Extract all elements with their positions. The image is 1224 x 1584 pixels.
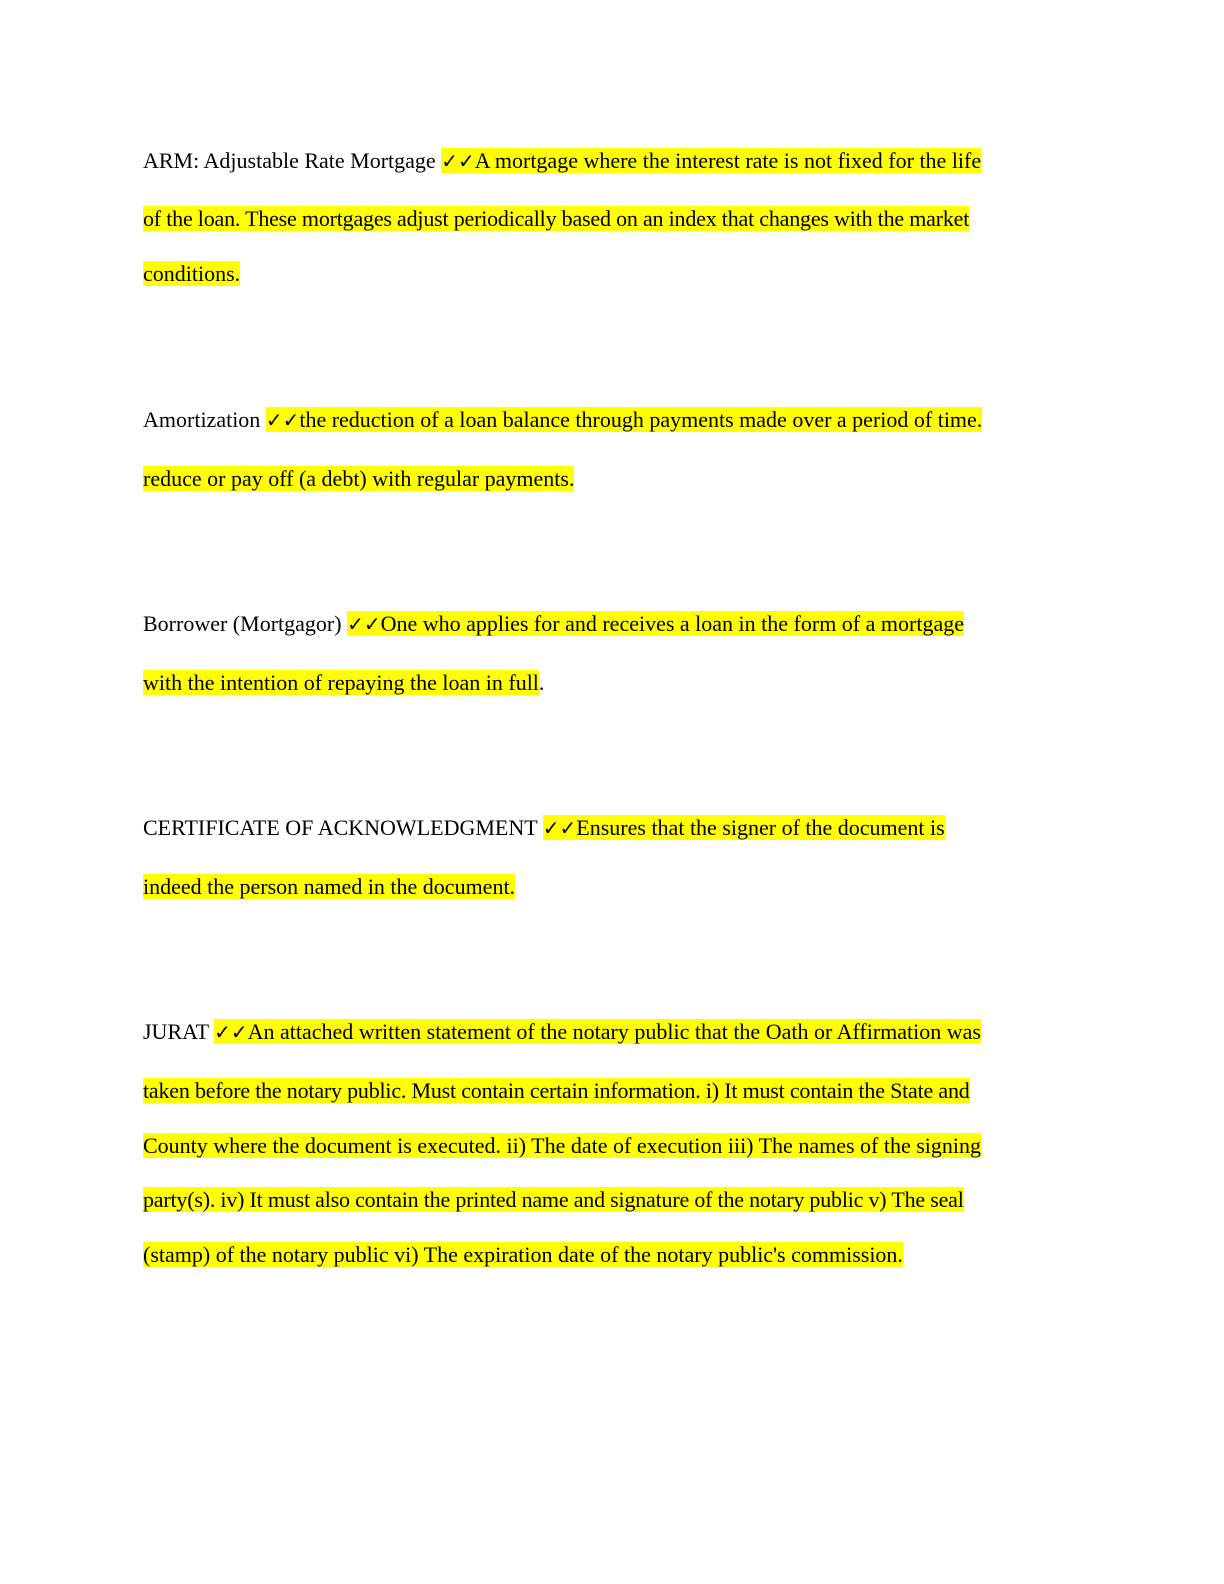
double-check-icon: ✓✓ [441, 149, 475, 173]
double-check-icon: ✓✓ [347, 612, 381, 636]
definition-text: An attached written statement of the notary public that the Oath or Affirmation was [247, 1019, 981, 1044]
definition-text: party(s). iv) It must also contain the printed name and signature of the notary public v) The seal [143, 1187, 964, 1212]
glossary-term: Borrower (Mortgagor) [143, 611, 342, 636]
definition-highlight [347, 611, 964, 636]
double-check-icon: ✓✓ [214, 1020, 248, 1044]
definition-text: conditions. [143, 261, 241, 286]
entry-line [143, 1017, 981, 1047]
entry-line [143, 204, 969, 234]
definition-text: County where the document is executed. ii) The date of execution iii) The names of the signing [143, 1133, 982, 1158]
entry-line [143, 259, 240, 289]
entry-line [143, 1185, 964, 1215]
double-check-icon: ✓✓ [265, 408, 300, 432]
entry-line [143, 872, 515, 902]
entry-line [143, 1131, 981, 1161]
definition-text: reduce or pay off (a debt) with regular payments. [143, 466, 575, 491]
definition-text: of the loan. These mortgages adjust periodically based on an index that changes with the market [143, 206, 970, 231]
definition-highlight [441, 148, 981, 173]
definition-text: One who applies for and receives a loan in the form of a mortgage [380, 611, 964, 636]
definition-text: Ensures that the signer of the document is [576, 815, 945, 840]
definition-text: indeed the person named in the document. [143, 874, 516, 899]
definition-text: A mortgage where the interest rate is not fixed for the life [474, 148, 982, 173]
double-check-icon: ✓✓ [542, 816, 577, 840]
definition-highlight [266, 407, 983, 432]
glossary-term: Amortization [143, 407, 261, 432]
definition-text: (stamp) of the notary public vi) The expiration date of the notary public's commission. [143, 1242, 903, 1267]
definition-text: with the intention of repaying the loan in full [143, 670, 539, 695]
entry-line [143, 146, 981, 176]
entry-line [143, 1240, 903, 1270]
entry-line [143, 668, 544, 698]
definition-highlight [214, 1019, 981, 1044]
entry-line [143, 813, 945, 843]
glossary-term: CERTIFICATE OF ACKNOWLEDGMENT [143, 815, 538, 840]
entry-line [143, 609, 964, 639]
definition-text: taken before the notary public. Must contain certain information. i) It must contain the State and [143, 1078, 970, 1103]
trailing-period: . [538, 670, 545, 695]
glossary-term: ARM: Adjustable Rate Mortgage [143, 148, 436, 173]
definition-text: the reduction of a loan balance through payments made over a period of time. [299, 407, 983, 432]
entry-line [143, 1076, 970, 1106]
entry-line [143, 464, 574, 494]
entry-line [143, 405, 982, 435]
definition-highlight [543, 815, 945, 840]
glossary-term: JURAT [143, 1019, 209, 1044]
